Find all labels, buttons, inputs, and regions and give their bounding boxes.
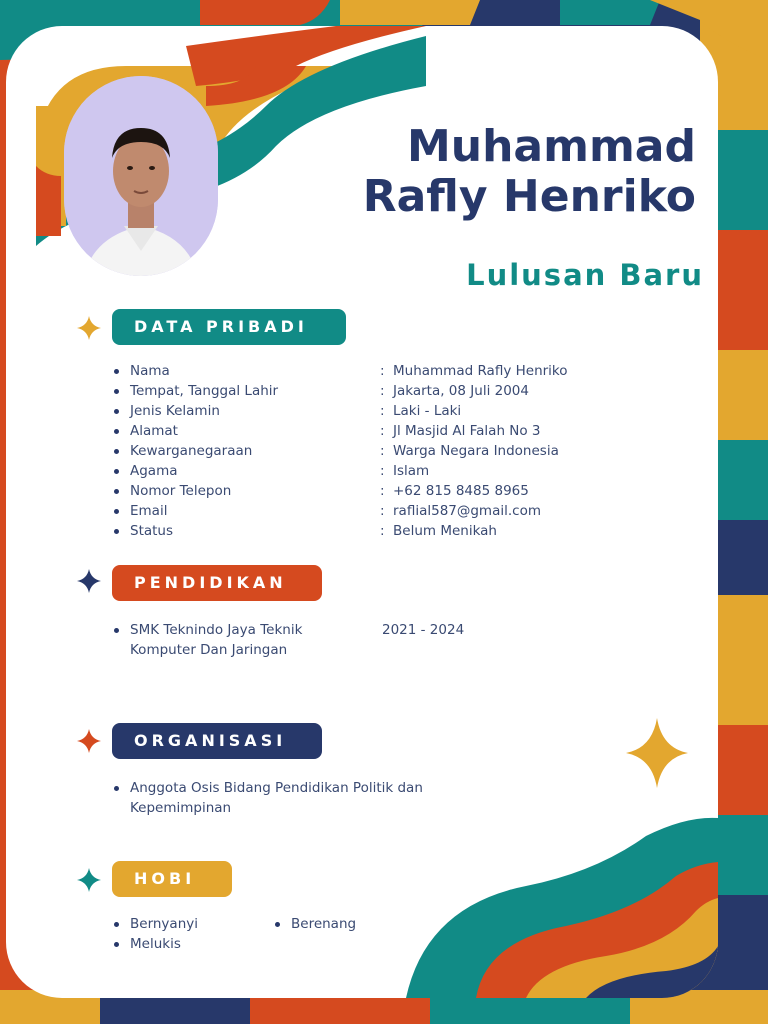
- profile-title: Lulusan Baru: [466, 258, 704, 292]
- section-heading-education: PENDIDIKAN: [112, 565, 322, 601]
- bullet: [114, 786, 119, 791]
- list-item: Alamat : Jl Masjid Al Falah No 3: [114, 421, 614, 441]
- hobby-item: Berenang: [291, 916, 357, 932]
- sparkle-icon: [76, 315, 102, 341]
- full-name: [306, 122, 696, 222]
- last-name: Rafly Henriko: [362, 171, 696, 222]
- list-item: Email : raflial587@gmail.com: [114, 501, 614, 521]
- profile-photo: [64, 76, 218, 276]
- hobby-item: Melukis: [130, 936, 181, 952]
- bullet: [114, 942, 119, 947]
- sparkle-icon: [76, 867, 102, 893]
- resume-card: [6, 26, 718, 998]
- list-item: Kewarganegaraan : Warga Negara Indonesia: [114, 441, 614, 461]
- section-heading-organization: ORGANISASI: [112, 723, 322, 759]
- personal-data-list: [114, 361, 614, 541]
- bullet: [275, 922, 280, 927]
- section-heading-personal: DATA PRIBADI: [112, 309, 346, 345]
- education-years: 2021 - 2024: [382, 622, 465, 638]
- first-name: Muhammad: [406, 121, 696, 172]
- organization-line2: Kepemimpinan: [130, 800, 232, 816]
- person-photo: [64, 76, 218, 276]
- list-item: Nama : Muhammad Rafly Henriko: [114, 361, 614, 381]
- list-item: Jenis Kelamin : Laki - Laki: [114, 401, 614, 421]
- education-school-line1: SMK Teknindo Jaya Teknik: [130, 622, 303, 638]
- list-item: Status : Belum Menikah: [114, 521, 614, 541]
- bullet: [114, 922, 119, 927]
- organization-line1: Anggota Osis Bidang Pendidikan Politik dan: [130, 780, 423, 796]
- sparkle-icon: [76, 568, 102, 594]
- bullet: [114, 628, 119, 633]
- hobby-item: Bernyanyi: [130, 916, 198, 932]
- education-school-line2: Komputer Dan Jaringan: [130, 642, 288, 658]
- list-item: Nomor Telepon : +62 815 8485 8965: [114, 481, 614, 501]
- list-item: Tempat, Tanggal Lahir : Jakarta, 08 Juli 2004: [114, 381, 614, 401]
- sparkle-icon: [76, 728, 102, 754]
- section-heading-hobby: HOBI: [112, 861, 232, 897]
- list-item: Agama : Islam: [114, 461, 614, 481]
